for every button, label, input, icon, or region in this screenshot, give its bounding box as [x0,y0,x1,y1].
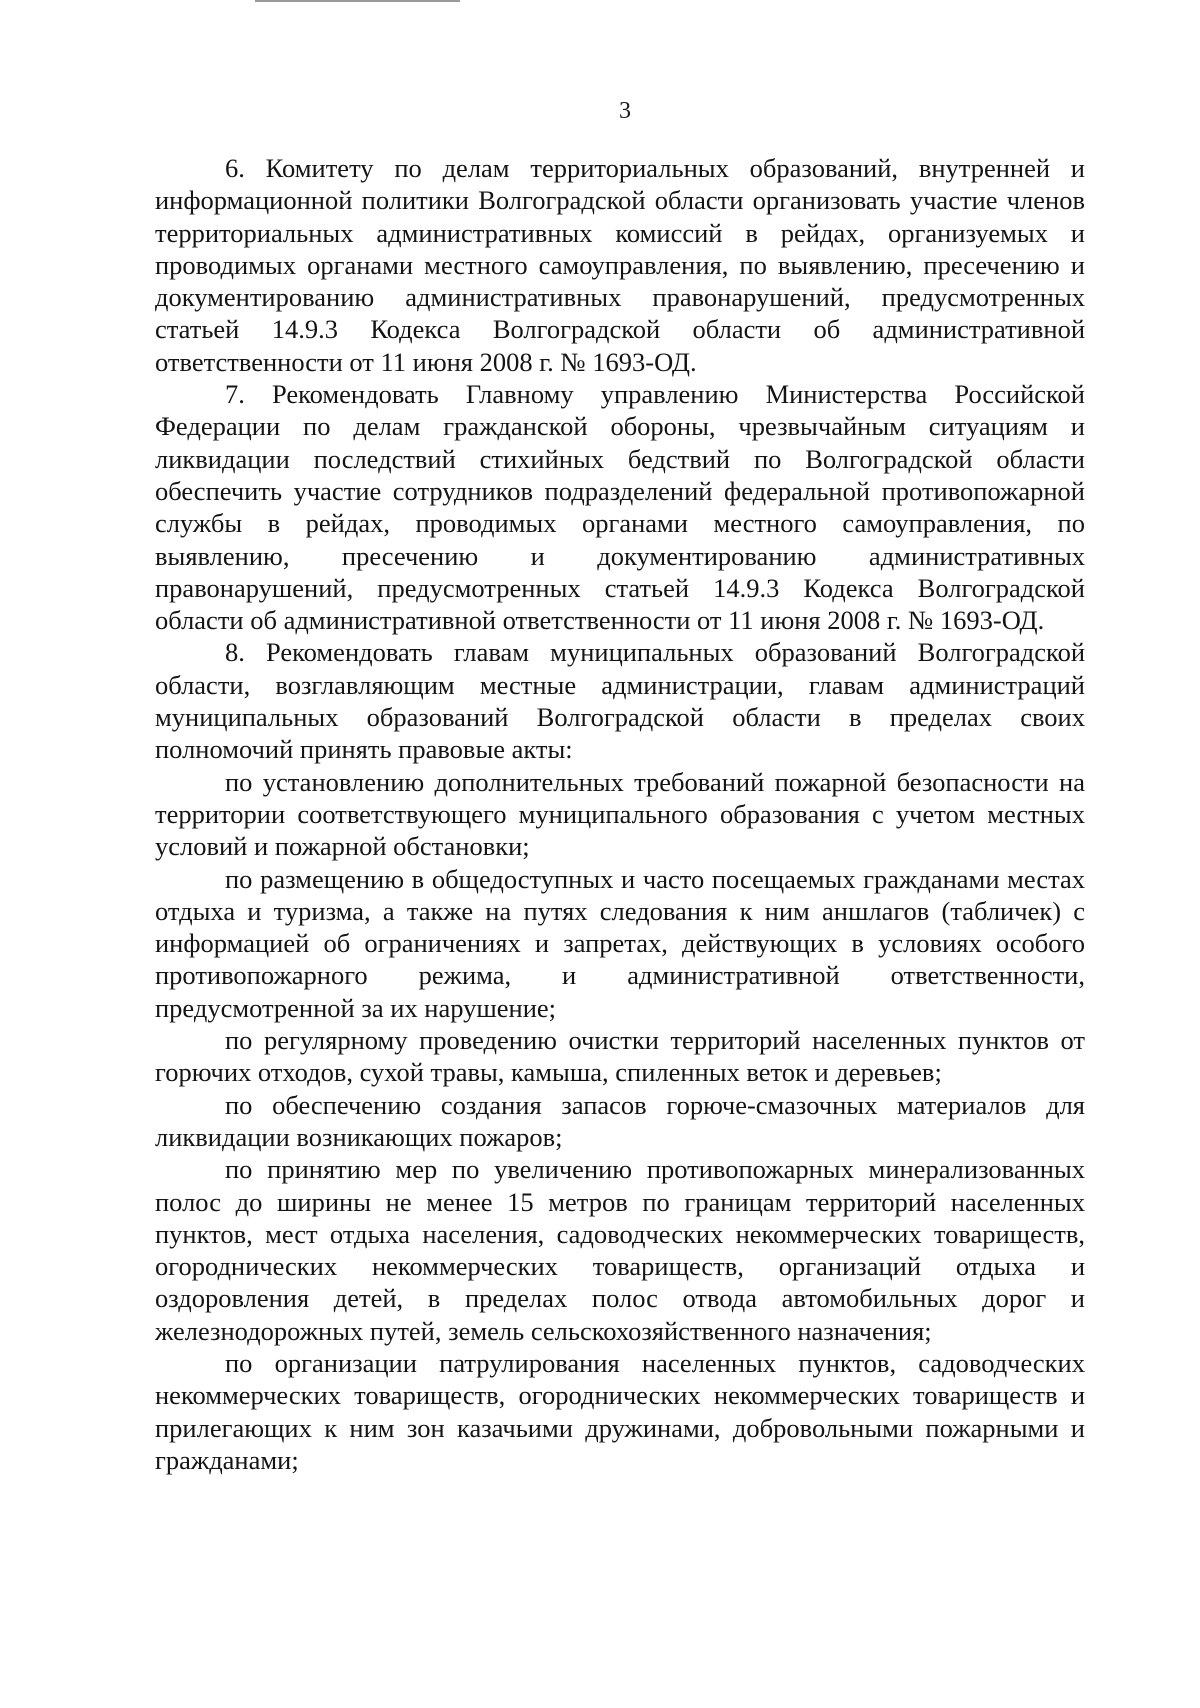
list-item-fuel-reserves: по обеспечению создания запасов горюче-смазочных материалов для ликвидации возникающих пожаров; [155,1089,1085,1152]
list-item-signage: по размещению в общедоступных и часто посещаемых гражданами местах отдыха и туризма, а также на путях следования к ним аншлагов (табличек) с информацией об ограничениях и запретах, действующих в условиях особого противопожарного режима, и административной ответственности, предусмотренной за их нарушение; [155,863,1085,1023]
scan-edge-line [255,0,460,2]
paragraph-8: 8. Рекомендовать главам муниципальных образований Волгоградской области, возглавляющим местные администрации, главам администраций муниципальных образований Волгоградской области в пределах своих полномочий принять правовые акты: [155,637,1085,765]
list-item-territory-cleaning: по регулярному проведению очистки территорий населенных пунктов от горючих отходов, сухой травы, камыша, спиленных веток и деревьев; [155,1025,1085,1088]
document-body [155,152,1085,1476]
list-item-patrolling: по организации патрулирования населенных пунктов, садоводческих некоммерческих товариществ, огороднических некоммерческих товариществ и прилегающих к ним зон казачьими дружинами, добровольными пожарными и гражданами; [155,1347,1085,1475]
paragraph-6: 6. Комитету по делам территориальных образований, внутренней и информационной политики Волгоградской области организовать участие членов территориальных административных комиссий в рейдах, организуемых и проводимых органами местного самоуправления, по выявлению, пресечению и документированию административных правонарушений, предусмотренных статьей 14.9.3 Кодекса Волгоградской области об административной ответственности от 11 июня 2008 г. № 1693-ОД. [155,153,1085,377]
list-item-firebreak-strips: по принятию мер по увеличению противопожарных минерализованных полос до ширины не менее 15 метров по границам территорий населенных пунктов, мест отдыха населения, садоводческих некоммерческих товариществ, огороднических некоммерческих товариществ, организаций отдыха и оздоровления детей, в пределах полос отвода автомобильных дорог и железнодорожных путей, земель сельскохозяйственного назначения; [155,1154,1085,1346]
paragraph-7: 7. Рекомендовать Главному управлению Министерства Российской Федерации по делам гражданской обороны, чрезвычайным ситуациям и ликвидации последствий стихийных бедствий по Волгоградской области обеспечить участие сотрудников подразделений федеральной противопожарной службы в рейдах, проводимых органами местного самоуправления, по выявлению, пресечению и документированию административных правонарушений, предусмотренных статьей 14.9.3 Кодекса Волгоградской области об административной ответственности от 11 июня 2008 г. № 1693-ОД. [155,379,1085,636]
list-item-fire-safety-requirements: по установлению дополнительных требований пожарной безопасности на территории соответствующего муниципального образования с учетом местных условий и пожарной обстановки; [155,766,1085,862]
page-number: 3 [619,98,631,124]
